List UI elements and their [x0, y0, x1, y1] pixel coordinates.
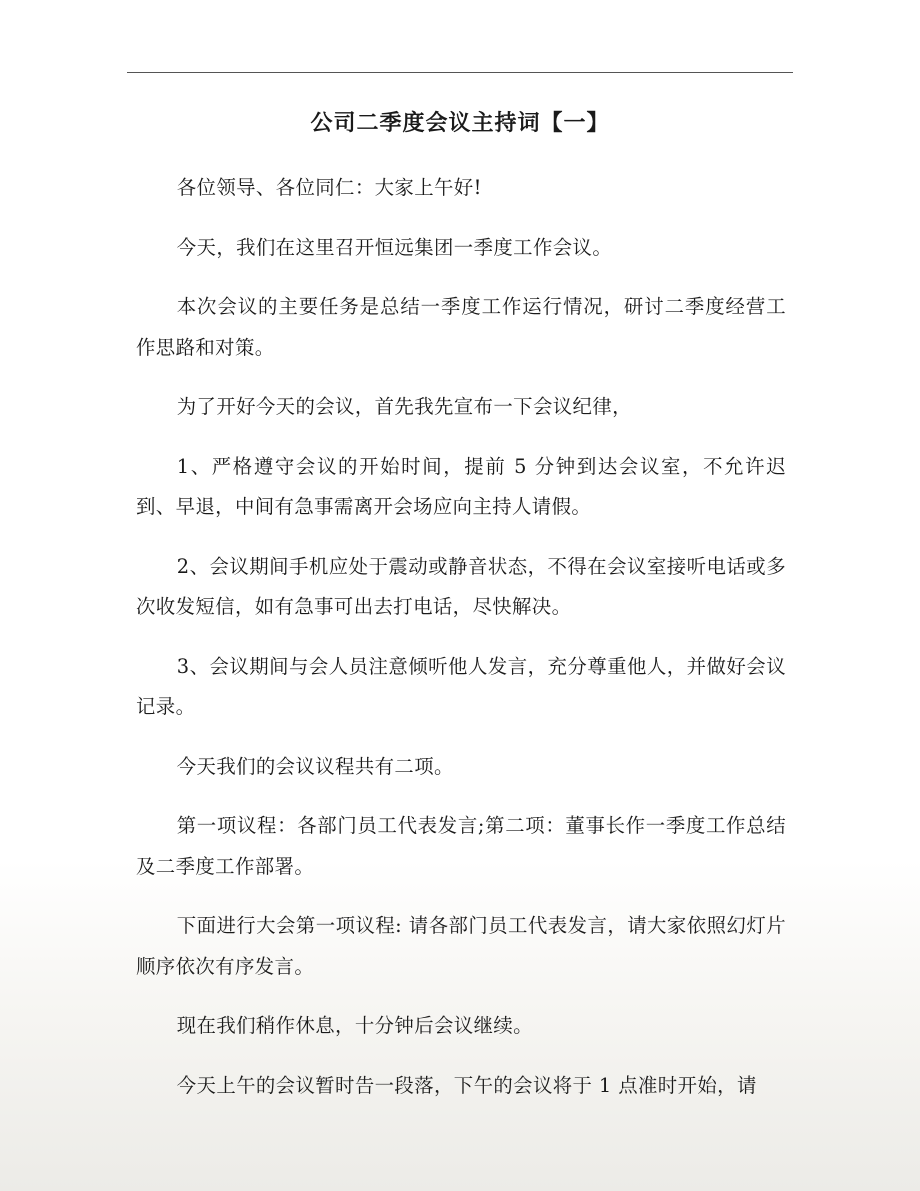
paragraph-agenda-items: 第一项议程：各部门员工代表发言;第二项：董事长作一季度工作总结及二季度工作部署。: [136, 814, 786, 878]
paragraph-rule-3: 3、会议期间与会人员注意倾听他人发言，充分尊重他人，并做好会议记录。: [136, 654, 786, 718]
paragraph-first-item: 下面进行大会第一项议程: 请各部门员工代表发言，请大家依照幻灯片顺序依次有序发言。: [136, 914, 786, 978]
paragraph-agenda-count: 今天我们的会议议程共有二项。: [176, 754, 454, 778]
document-body: [136, 168, 786, 1125]
paragraph-intro: 今天，我们在这里召开恒远集团一季度工作会议。: [176, 235, 613, 259]
paragraph-afternoon: 今天上午的会议暂时告一段落，下午的会议将于 1 点准时开始，请: [176, 1073, 757, 1097]
paragraph-break: 现在我们稍作休息，十分钟后会议继续。: [176, 1014, 533, 1037]
document-title: 公司二季度会议主持词【一】: [310, 111, 610, 136]
paragraph-rule-1: 1、严格遵守会议的开始时间，提前 5 分钟到达会议室，不允许迟到、早退，中间有急事需离开会场应向主持人请假。: [136, 454, 786, 518]
paragraph-task: 本次会议的主要任务是总结一季度工作运行情况，研讨二季度经营工作思路和对策。: [136, 295, 786, 359]
header-rule: [127, 72, 793, 73]
paragraph-greeting: 各位领导、各位同仁：大家上午好!: [176, 176, 482, 199]
paragraph-rule-2: 2、会议期间手机应处于震动或静音状态，不得在会议室接听电话或多次收发短信，如有急事可出去打电话，尽快解决。: [136, 554, 786, 618]
paragraph-discipline-intro: 为了开好今天的会议，首先我先宣布一下会议纪律，: [176, 395, 632, 418]
